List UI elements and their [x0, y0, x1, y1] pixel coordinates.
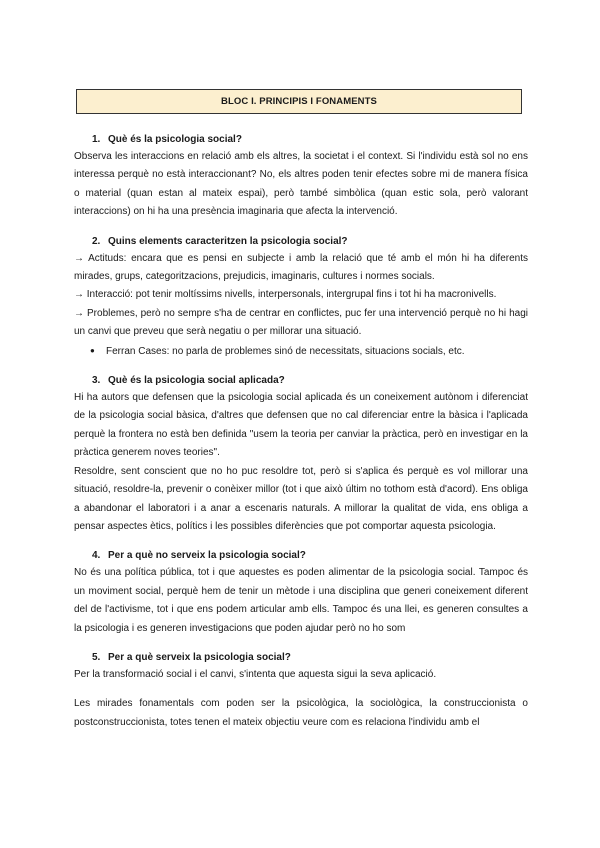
document-body: [74, 131, 528, 732]
section-5: [74, 649, 528, 684]
paragraph: No és una política pública, tot i que aquestes es poden alimentar de la psicologia social. Tampoc és un moviment social, perquè hem de tenir un mètode i una disciplina que generi coneixement diferent del de l'activisme, tot i que ens podem articular amb ells. Tampoc és una llei, es generen consultes a la psicologia i es generen investigacions que poden ajudar però no ho som: [74, 567, 528, 634]
section-heading: [74, 372, 528, 389]
paragraph: → Interacció: pot tenir moltíssims nivells, interpersonals, intergrupal fins i tot hi ha macronivells.: [74, 289, 497, 301]
section-4: [74, 547, 528, 638]
paragraph: Observa les interaccions en relació amb els altres, la societat i el context. Si l'individu està sol no ens interessa perquè no està interaccionant? No, els altres poden tenir efectes sobre mi de manera física o material (quan estan al mateix espai), però també simbòlica (quan estic sola, però valorant interaccions) on hi ha una presència imaginaria que afecta la intervenció.: [74, 151, 528, 218]
paragraph: Per la transformació social i el canvi, s'intenta que aquesta sigui la seva aplicació.: [74, 668, 437, 680]
bullet-icon: ●: [90, 345, 95, 355]
section-heading-text: Per a què no serveix la psicologia social?: [108, 550, 306, 562]
list-item-text: Ferran Cases: no parla de problemes sinó de necessitats, situacions socials, etc.: [106, 345, 465, 357]
section-heading: [74, 649, 528, 666]
section-heading: [74, 547, 528, 564]
section-number: 5.: [92, 651, 101, 663]
section-heading-text: Per a què serveix la psicologia social?: [108, 651, 291, 663]
paragraph: → Actituds: encara que es pensi en subjecte i amb la relació que té amb el món hi ha diferents mirades, grups, categoritzacions, prejudicis, imaginaris, cultures i normes socials.: [74, 252, 528, 283]
section-heading-text: Què és la psicologia social?: [108, 134, 242, 145]
section-1: [74, 131, 528, 222]
page-title: BLOC I. PRINCIPIS I FONAMENTS: [76, 89, 522, 114]
section-number: 3.: [92, 375, 101, 387]
paragraph: → Problemes, però no sempre s'ha de centrar en conflictes, puc fer una intervenció perquè no hi hagi un canvi que preveu que serà negatiu o per millorar una situació.: [74, 307, 528, 338]
section-heading-text: Quins elements caracteritzen la psicologia social?: [108, 235, 348, 247]
paragraph: Hi ha autors que defensen que la psicologia social aplicada és un coneixement autònom i diferenciat de la psicologia social bàsica, d'altres que defensen que no cal diferenciar entre la bàsica i l'aplicada perquè la frontera no està ben definida "usem la teoria per canviar la pràctica, però en investigar en la pràctica generem noves teories".: [74, 392, 528, 459]
closing-paragraph: Les mirades fonamentals com poden ser la psicològica, la sociològica, la construccionista o postconstruccionista, totes tenen el mateix objectiu veure com es relaciona l'individu amb el: [74, 698, 528, 728]
section-number: 4.: [92, 550, 101, 562]
section-number: 2.: [92, 235, 101, 247]
section-heading: [74, 233, 528, 250]
section-number: 1.: [92, 134, 101, 145]
section-3: [74, 372, 528, 536]
section-heading: [74, 131, 528, 148]
section-2: [74, 233, 528, 361]
paragraph: Resoldre, sent conscient que no ho puc resoldre tot, però si s'aplica és perquè es vol millorar una situació, resoldre-la, prevenir o conèixer millor (tot i que això últim no tothom està d'acord). Ens obliga a abandonar el laboratori i a anar a escenaris naturals. A millorar la qualitat de vida, ens obliga a pensar aspectes ètics, polítics i les possibles diferències que pot comportar aquesta psicologia.: [74, 465, 528, 532]
list-item: [74, 342, 528, 361]
section-heading-text: Què és la psicologia social aplicada?: [108, 375, 285, 387]
